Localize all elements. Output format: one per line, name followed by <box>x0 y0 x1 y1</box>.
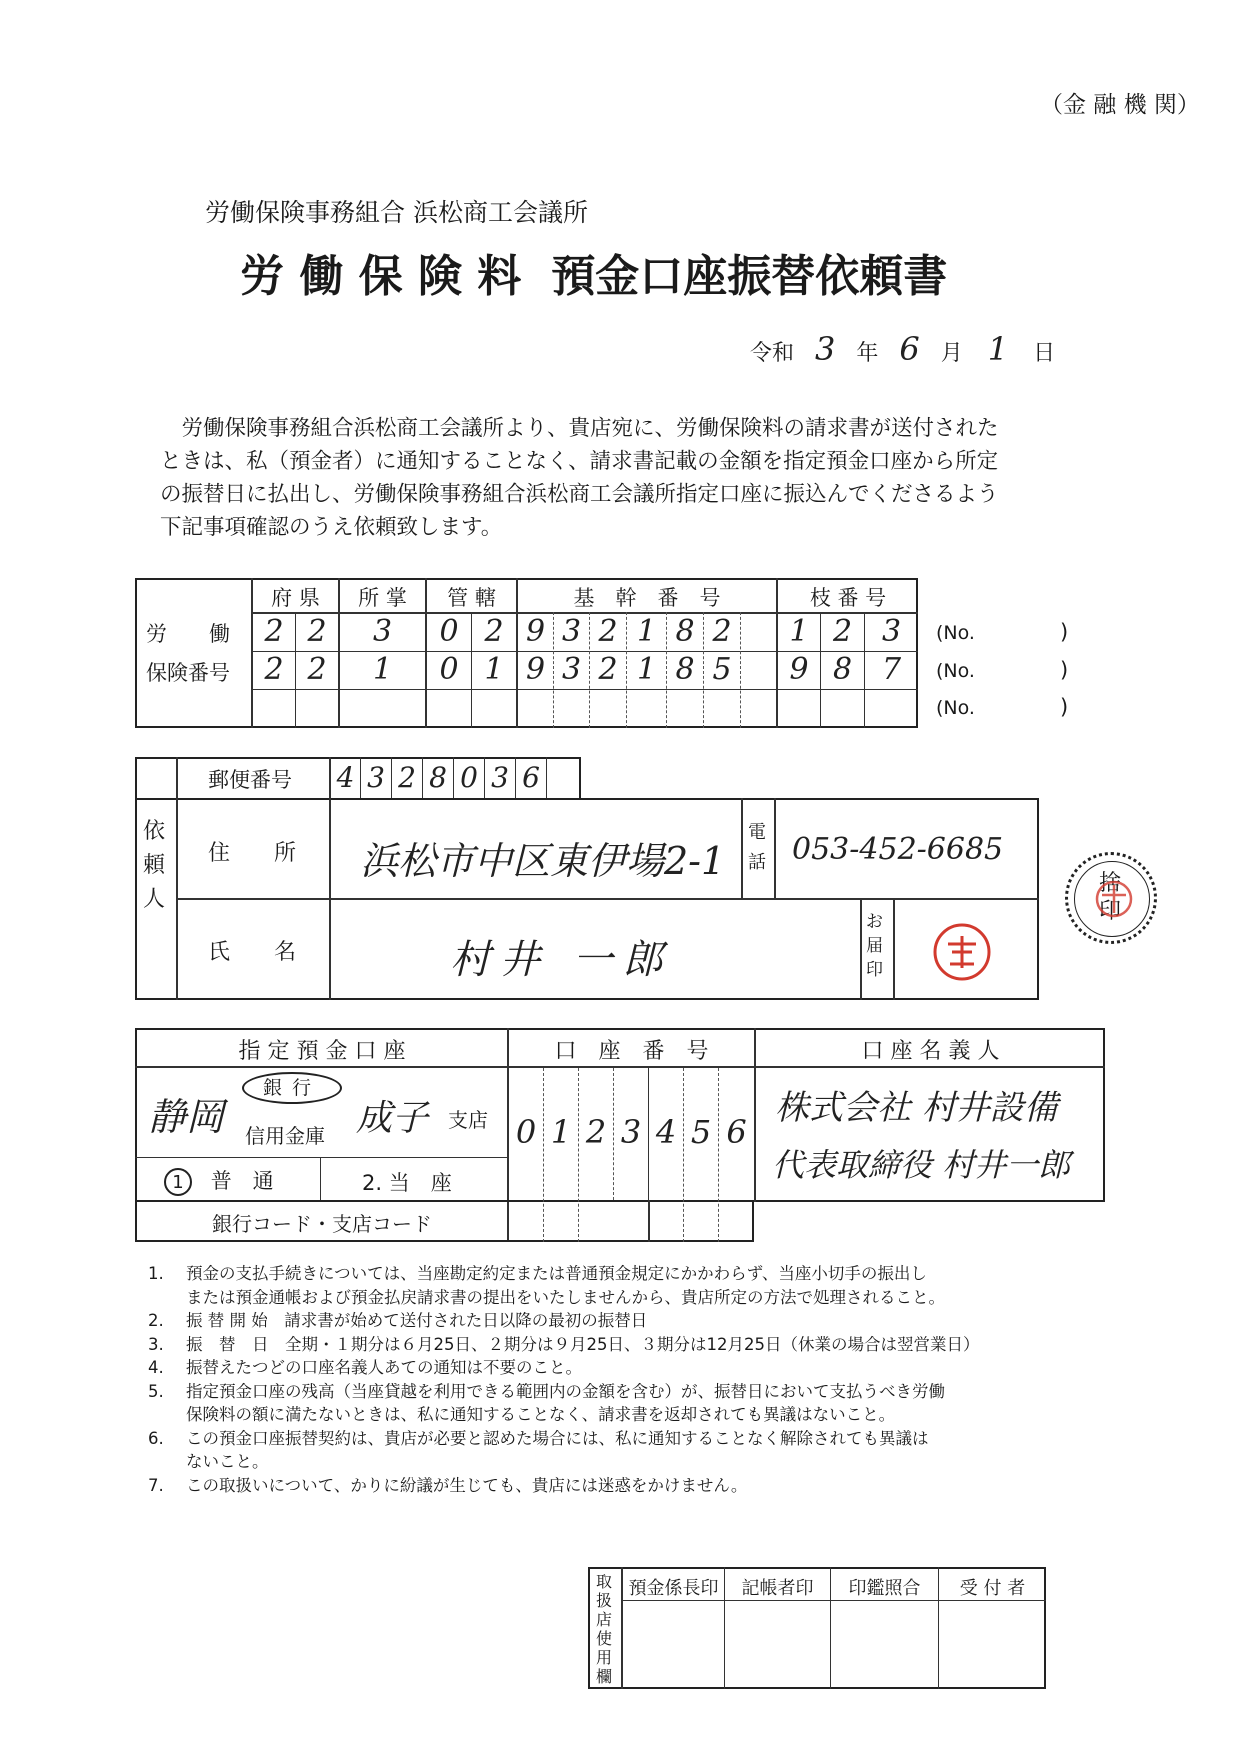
date-year-unit: 年 <box>856 341 879 366</box>
postal-digit: 3 <box>491 761 509 794</box>
date-line <box>750 330 1055 368</box>
date-month: 6 <box>899 330 920 368</box>
insurance-digit: 2 <box>832 614 853 649</box>
insurance-digit: 2 <box>598 614 618 649</box>
terms-text: 振替えたつどの口座名義人あての通知は不要のこと。 <box>186 1358 582 1377</box>
date-day: 1 <box>987 330 1009 368</box>
terms-text: この預金口座振替契約は、貴店が必要と認めた場合には、私に通知することなく解除されても異議は <box>186 1428 929 1448</box>
no-label: (No. <box>936 622 975 644</box>
title-left: 労 働 保 険 料 <box>240 251 522 302</box>
date-year: 3 <box>815 330 836 368</box>
terms-item <box>148 1474 1058 1498</box>
account-digit: 6 <box>726 1113 747 1151</box>
bank-type: 銀行 <box>262 1077 321 1099</box>
terms-text-cont: または預金通帳および預金払戻請求書の提出をいたしませんから、貴店所定の方法で処理されること。 <box>186 1287 945 1307</box>
terms-text-cont: ないこと。 <box>186 1452 269 1471</box>
account-digit: 4 <box>655 1113 677 1151</box>
intro-line: ときは、私（預金者）に通知することなく、請求書記載の金額を指定預金口座から所定 <box>160 449 999 474</box>
no-label: (No. <box>936 697 975 719</box>
phone-label: 電話 <box>748 822 766 873</box>
terms-number: 7. <box>148 1475 164 1495</box>
account-holder-line2: 代表取締役 村井一郎 <box>772 1146 1071 1184</box>
postal-digit: 0 <box>460 761 478 794</box>
account-digit: 1 <box>550 1113 572 1151</box>
insurance-digit: 2 <box>307 614 327 649</box>
postal-digit: 4 <box>336 761 355 794</box>
name-value: 村井 一郎 <box>450 937 673 983</box>
insurance-digit: 2 <box>484 614 504 649</box>
account-digit: 0 <box>515 1113 537 1151</box>
date-era: 令和 <box>750 341 795 366</box>
terms-number: 4. <box>148 1358 164 1377</box>
date-day-unit: 日 <box>1033 341 1056 366</box>
account-digit: 3 <box>620 1113 642 1151</box>
name-label: 氏 名 <box>208 940 297 965</box>
insurance-digit: 7 <box>881 652 902 687</box>
sute-in-stamp <box>1065 852 1157 944</box>
type-current-label: 2. 当 座 <box>362 1171 452 1195</box>
type-ordinary-num: 1 <box>172 1172 184 1193</box>
header-eda: 枝 番 号 <box>809 586 887 610</box>
address-label: 住 所 <box>208 841 297 866</box>
organization-name: 労働保険事務組合 浜松商工会議所 <box>205 198 588 227</box>
intro-line: 下記事項確認のうえ依頼致します。 <box>160 515 503 540</box>
insurance-digit: 3 <box>561 652 582 687</box>
col-bookkeeper-seal: 記帳者印 <box>741 1578 814 1599</box>
account-holder-line1: 株式会社 村井設備 <box>775 1088 1058 1128</box>
insurance-digit: 8 <box>675 614 695 649</box>
registered-seal <box>930 920 994 984</box>
no-label: (No. <box>936 660 975 682</box>
insurance-digit: 1 <box>484 652 504 687</box>
terms-item <box>148 1356 1058 1380</box>
insurance-digit: 1 <box>789 614 809 649</box>
insurance-digit: 9 <box>789 652 809 687</box>
insurance-digit: 9 <box>525 652 546 687</box>
branch-name: 成子 <box>356 1098 429 1139</box>
intro-line: の振替日に払出し、労働保険事務組合浜松商工会議所指定口座に振込んでくださるよう <box>160 482 999 507</box>
seal-label: お届印 <box>866 912 883 980</box>
insurance-digit: 2 <box>307 652 327 687</box>
insurance-digit: 0 <box>439 614 459 649</box>
insurance-digit: 1 <box>636 652 657 687</box>
terms-number: 3. <box>148 1334 164 1354</box>
requester-side-label: 依頼人 <box>143 819 166 912</box>
terms-item <box>148 1333 1058 1357</box>
terms-text: 振 替 開 始 請求書が始めて送付された日以降の最初の振替日 <box>186 1311 648 1330</box>
insurance-digit: 1 <box>372 652 393 687</box>
terms-text: 預金の支払手続きについては、当座勘定約定または普通預金規定にかかわらず、当座小切手の振出し <box>186 1264 927 1283</box>
type-ordinary-selected <box>164 1165 274 1196</box>
insurance-digit: 2 <box>264 652 284 687</box>
insurance-digit: 2 <box>264 614 284 649</box>
col-deposit-chief-seal: 預金係長印 <box>628 1578 719 1599</box>
terms-text-cont: 保険料の額に満たないときは、私に通知することなく、請求書を返却されても異議はないこと。 <box>186 1405 896 1424</box>
insurance-digit: 3 <box>372 614 393 649</box>
postal-digit: 3 <box>367 761 385 794</box>
terms-item <box>148 1262 1058 1309</box>
insurance-digit: 2 <box>598 652 618 687</box>
no-close: ) <box>1060 695 1069 719</box>
header-designated-account: 指 定 預 金 口 座 <box>238 1039 406 1064</box>
sute-in-label: 捨印 <box>1099 871 1122 924</box>
phone-value: 053-452-6685 <box>792 832 1004 867</box>
terms-number: 6. <box>148 1428 164 1448</box>
intro-line: 労働保険事務組合浜松商工会議所より、貴店宛に、労働保険料の請求書が送付された <box>160 416 999 441</box>
terms-text: 指定預金口座の残高（当座貸越を利用できる範囲内の金額を含む）が、振替日において支払うべき労働 <box>186 1381 945 1401</box>
type-ordinary-label: 普 通 <box>210 1169 274 1193</box>
no-close: ) <box>1060 620 1069 644</box>
date-month-unit: 月 <box>940 341 963 366</box>
terms-number: 1. <box>148 1264 164 1283</box>
insurance-digit: 3 <box>881 614 902 649</box>
header-fuken: 府 県 <box>271 586 320 610</box>
title-right: 預金口座振替依頼書 <box>551 251 948 302</box>
office-use-side-label: 取扱店使用欄 <box>596 1572 613 1686</box>
intro-paragraph <box>160 412 999 544</box>
col-receptionist: 受 付 者 <box>959 1578 1026 1599</box>
type-ordinary-circle <box>164 1168 192 1196</box>
header-account-holder: 口 座 名 義 人 <box>861 1039 1000 1064</box>
terms-number: 5. <box>148 1381 164 1401</box>
col-seal-verification: 印鑑照合 <box>848 1578 921 1599</box>
terms-list <box>148 1262 1058 1497</box>
postal-digit: 6 <box>522 761 540 794</box>
header-kankatsu: 管 轄 <box>447 586 496 610</box>
header-kikan: 基 幹 番 号 <box>573 586 721 610</box>
insurance-digit: 1 <box>636 614 657 649</box>
bank-code-label: 銀行コード・支店コード <box>212 1212 432 1236</box>
insurance-digit: 2 <box>712 614 732 649</box>
address-value: 浜松市中区東伊場2-1 <box>360 839 726 883</box>
terms-item <box>148 1380 1058 1427</box>
terms-item <box>148 1309 1058 1333</box>
bank-type-circled <box>242 1072 342 1104</box>
bank-name: 静岡 <box>148 1095 225 1139</box>
terms-item <box>148 1427 1058 1474</box>
no-close: ) <box>1060 658 1069 682</box>
postal-digit: 8 <box>429 761 447 794</box>
insurance-digit: 0 <box>439 652 459 687</box>
insurance-digit: 9 <box>525 614 546 649</box>
shinyo-kinko-label: 信用金庫 <box>245 1124 325 1148</box>
terms-text: 振 替 日 全期・１期分は６月25日、２期分は９月25日、３期分は12月25日（休業の場合は翌営業日） <box>186 1334 980 1354</box>
row-label-rodo: 労 働 <box>146 622 230 646</box>
account-digit: 5 <box>690 1113 712 1151</box>
terms-text: この取扱いについて、かりに紛議が生じても、貴店には迷惑をかけません。 <box>186 1475 748 1495</box>
row-label-hoken-bango: 保険番号 <box>146 661 230 685</box>
insurance-digit: 3 <box>561 614 582 649</box>
header-shosho: 所 掌 <box>358 586 407 610</box>
insurance-digit: 8 <box>675 652 695 687</box>
postal-digit: 2 <box>398 761 416 794</box>
page-title <box>240 240 947 304</box>
terms-number: 2. <box>148 1311 164 1330</box>
branch-suffix: 支店 <box>448 1108 488 1132</box>
insurance-digit: 8 <box>832 652 853 687</box>
header-account-number: 口 座 番 号 <box>554 1039 709 1064</box>
postal-label: 郵便番号 <box>208 768 292 792</box>
insurance-digit: 5 <box>712 652 732 687</box>
corner-label: （金 融 機 関） <box>1040 92 1200 118</box>
account-digit: 2 <box>585 1113 607 1151</box>
